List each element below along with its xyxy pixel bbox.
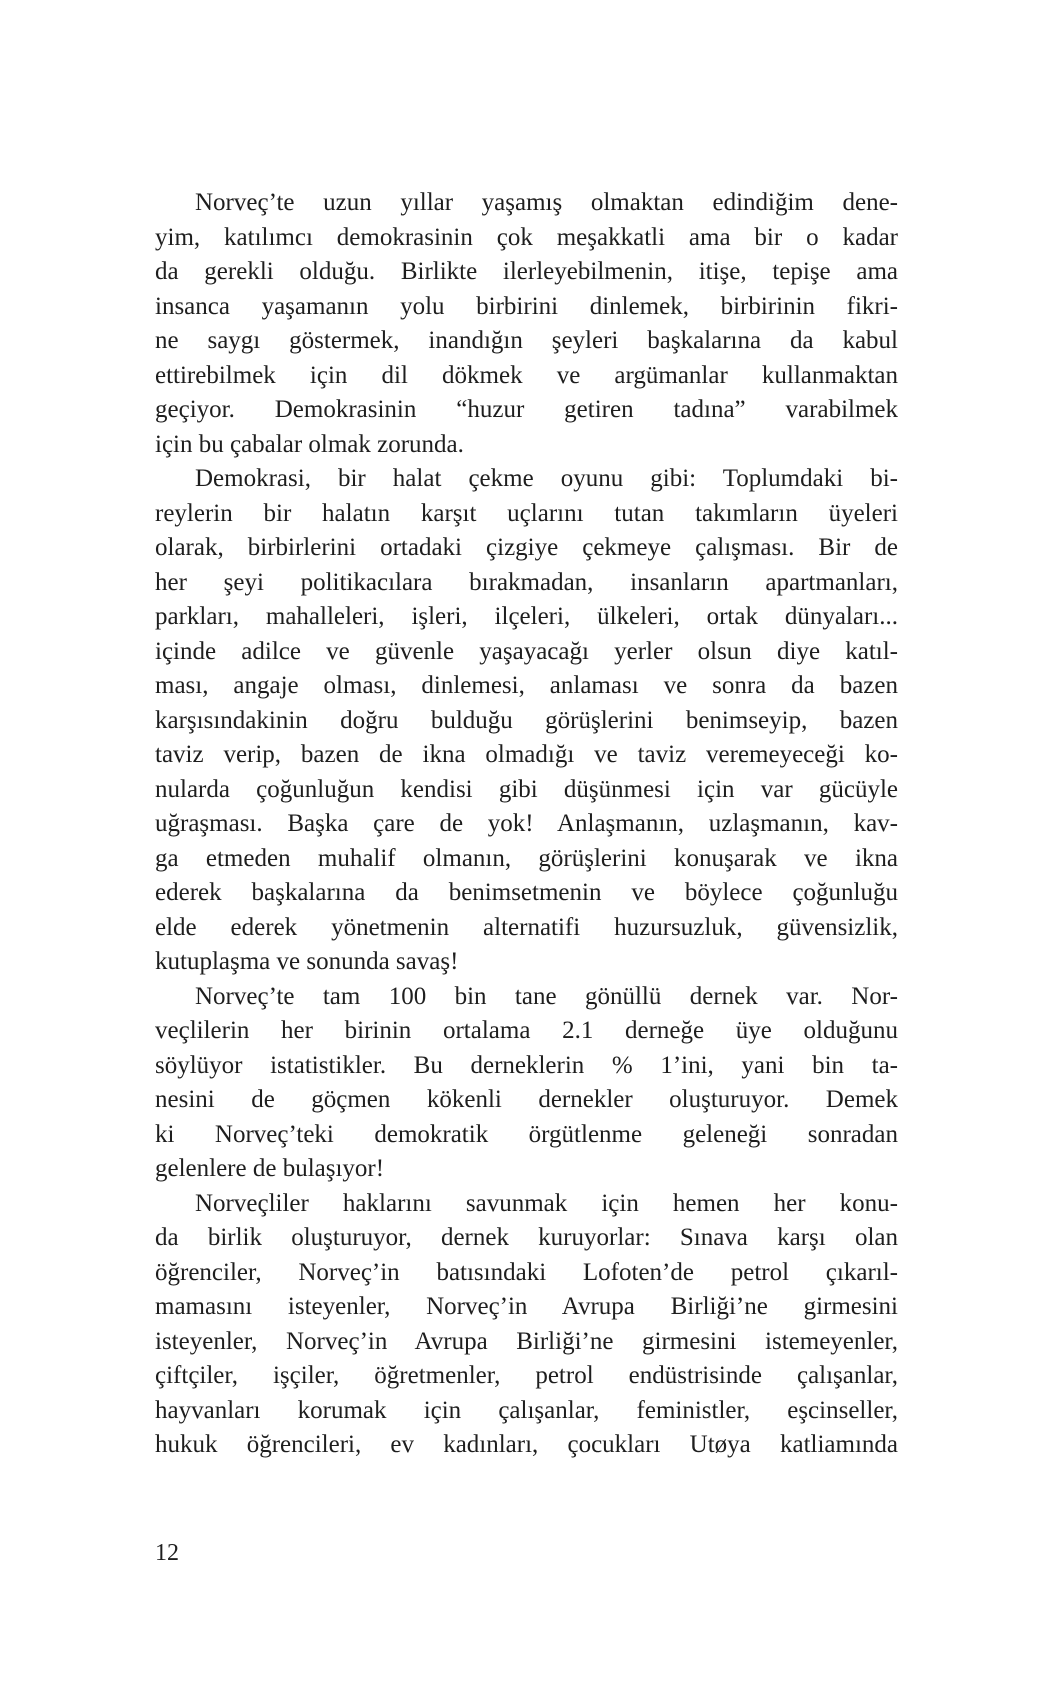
text-line: nesini de göçmen kökenli dernekler oluşturuyor. Demek	[155, 1086, 898, 1113]
text-line: Norveçliler haklarını savunmak için hemen her konu-	[195, 1189, 898, 1217]
text-line: kutuplaşma ve sonunda savaş!	[155, 948, 459, 975]
text-line: yim, katılımcı demokrasinin çok meşakkatli ama bir o kadar	[155, 223, 898, 251]
text-line: geçiyor. Demokrasinin “huzur getiren tadına” varabilmek	[155, 396, 898, 423]
text-line: hukuk öğrencileri, ev kadınları, çocukları Utøya katliamında	[155, 1431, 898, 1458]
text-line: olarak, birbirlerini ortadaki çizgiye çekmeye çalışması. Bir de	[155, 534, 898, 561]
text-line: insanca yaşamanın yolu birbirini dinlemek, birbirinin fikri-	[155, 292, 898, 320]
text-line: ki Norveç’teki demokratik örgütlenme geleneği sonradan	[155, 1120, 898, 1148]
text-line: Norveç’te uzun yıllar yaşamış olmaktan edindiğim dene-	[195, 189, 898, 216]
text-line: da gerekli olduğu. Birlikte ilerleyebilmenin, itişe, tepişe ama	[155, 258, 898, 285]
text-line: ga etmeden muhalif olmanın, görüşlerini konuşarak ve ikna	[155, 844, 898, 872]
text-line: için bu çabalar olmak zorunda.	[155, 430, 464, 458]
text-line: uğraşması. Başka çare de yok! Anlaşmanın, uzlaşmanın, kav-	[155, 810, 898, 837]
text-line: nularda çoğunluğun kendisi gibi düşünmesi için var gücüyle	[155, 775, 898, 803]
text-line: mamasını isteyenler, Norveç’in Avrupa Birliği’ne girmesini	[155, 1293, 898, 1320]
text-line: çiftçiler, işçiler, öğretmenler, petrol endüstrisinde çalışanlar,	[155, 1362, 898, 1389]
text-line: söylüyor istatistikler. Bu derneklerin % 1’ini, yani bin ta-	[155, 1051, 898, 1079]
text-line: içinde adilce ve güvenle yaşayacağı yerler olsun diye katıl-	[155, 637, 898, 665]
text-line: ne saygı göstermek, inandığın şeyleri başkalarına da kabul	[155, 327, 898, 354]
text-line: veçlilerin her birinin ortalama 2.1 derneğe üye olduğunu	[155, 1017, 898, 1044]
body-text	[155, 186, 898, 1463]
text-line: Demokrasi, bir halat çekme oyunu gibi: Toplumdaki bi-	[195, 465, 898, 492]
text-line: ederek başkalarına da benimsetmenin ve böylece çoğunluğu	[155, 879, 898, 906]
text-line: karşısındakinin doğru bulduğu görüşlerini benimseyip, bazen	[155, 706, 898, 734]
text-line: da birlik oluşturuyor, dernek kuruyorlar: Sınava karşı olan	[155, 1224, 898, 1251]
text-line: ması, angaje olması, dinlemesi, anlaması ve sonra da bazen	[155, 672, 898, 699]
text-line: her şeyi politikacılara bırakmadan, insanların apartmanları,	[155, 568, 898, 596]
text-line: hayvanları korumak için çalışanlar, feministler, eşcinseller,	[155, 1396, 898, 1424]
text-line: elde ederek yönetmenin alternatifi huzursuzluk, güvensizlik,	[155, 913, 898, 941]
text-line: taviz verip, bazen de ikna olmadığı ve taviz veremeyeceği ko-	[155, 741, 898, 768]
text-line: reylerin bir halatın karşıt uçlarını tutan takımların üyeleri	[155, 499, 898, 527]
text-line: isteyenler, Norveç’in Avrupa Birliği’ne girmesini istemeyenler,	[155, 1327, 898, 1355]
text-line: parkları, mahalleleri, işleri, ilçeleri, ülkeleri, ortak dünyaları...	[155, 603, 898, 630]
text-line: gelenlere de bulaşıyor!	[155, 1155, 385, 1182]
text-line: Norveç’te tam 100 bin tane gönüllü dernek var. Nor-	[195, 982, 898, 1010]
text-line: öğrenciler, Norveç’in batısındaki Lofoten’de petrol çıkarıl-	[155, 1258, 898, 1286]
text-line: ettirebilmek için dil dökmek ve argümanlar kullanmaktan	[155, 361, 898, 389]
page-number: 12	[155, 1540, 179, 1566]
